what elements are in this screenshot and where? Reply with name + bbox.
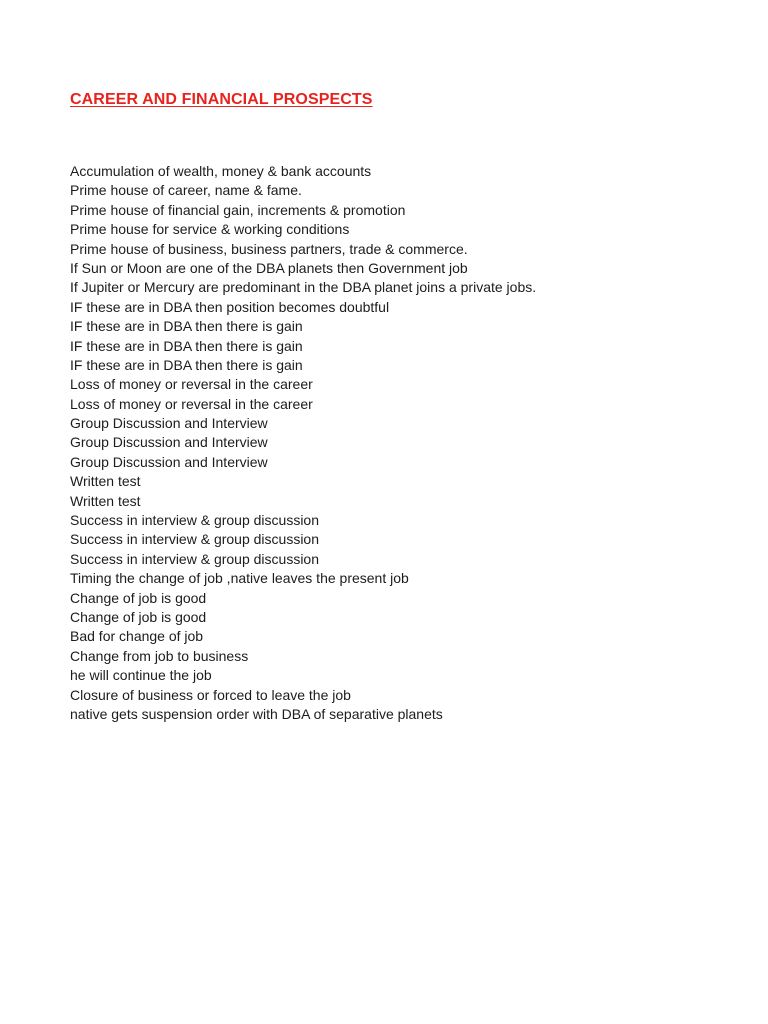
content-line: native gets suspension order with DBA of separative planets [70,705,443,722]
content-line: If Sun or Moon are one of the DBA planets then Government job [70,259,468,276]
content-line: Prime house of business, business partners, trade & commerce. [70,240,468,257]
content-lines [70,162,536,724]
content-line: IF these are in DBA then there is gain [70,356,303,373]
content-line: Written test [70,473,141,490]
content-line: Accumulation of wealth, money & bank accounts [70,163,372,179]
content-line: Loss of money or reversal in the career [70,376,313,393]
content-line: Bad for change of job [70,628,204,645]
content-line: Change from job to business [70,647,249,664]
content-line: Group Discussion and Interview [70,415,268,432]
document-title: CAREER AND FINANCIAL PROSPECTS [70,91,373,108]
content-line: Group Discussion and Interview [70,453,268,470]
content-line: Change of job is good [70,589,207,606]
content-line: Closure of business or forced to leave the job [70,686,351,703]
content-line: Prime house for service & working conditions [70,221,350,238]
content-line: If Jupiter or Mercury are predominant in the DBA planet joins a private jobs. [70,279,537,296]
content-line: Loss of money or reversal in the career [70,395,313,412]
content-line: Written test [70,492,141,509]
content-line: Prime house of career, name & fame. [70,182,302,199]
content-line: IF these are in DBA then there is gain [70,337,303,354]
content-line: Success in interview & group discussion [70,531,320,548]
content-line: Timing the change of job ,native leaves the present job [70,570,409,587]
content-line: Change of job is good [70,608,207,625]
content-line: Success in interview & group discussion [70,550,320,567]
content-line: Group Discussion and Interview [70,434,268,451]
content-line: Prime house of financial gain, increments & promotion [70,201,406,218]
content-line: Success in interview & group discussion [70,512,320,529]
content-line: IF these are in DBA then position becomes doubtful [70,298,390,315]
content-line: IF these are in DBA then there is gain [70,318,303,335]
content-line: he will continue the job [70,667,212,684]
